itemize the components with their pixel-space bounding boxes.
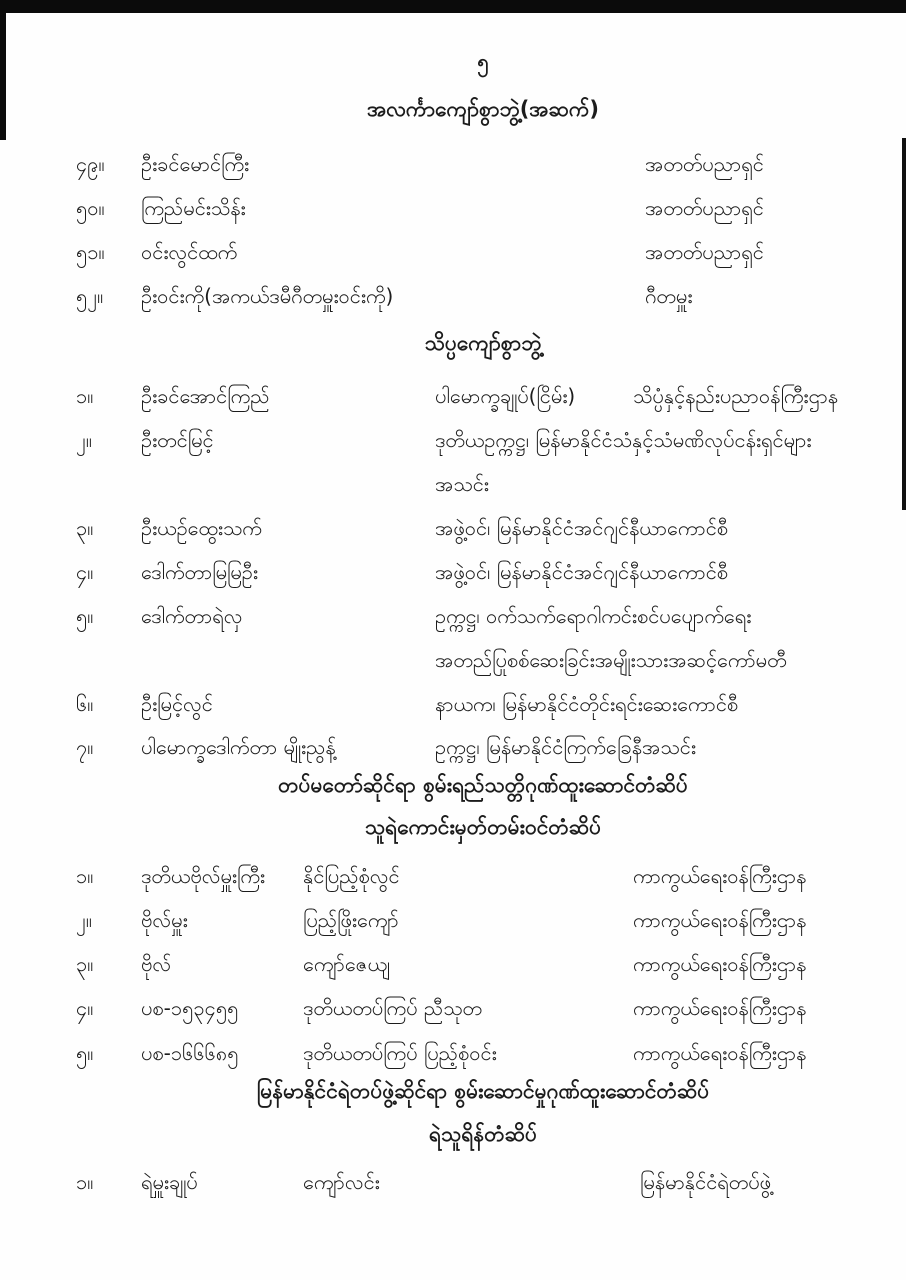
item-position: ဥက္ကဋ္ဌ၊ မြန်မာနိုင်ငံကြက်ခြေနီအသင်း — [435, 735, 696, 759]
item-number: ၁။ — [76, 384, 94, 408]
item-title: အတတ်ပညာရှင် — [645, 240, 764, 264]
item-number: ၆။ — [76, 692, 94, 716]
item-name: ဦးယဉ်ထွေးသက် — [141, 516, 262, 540]
table-row — [0, 731, 906, 771]
item-position: ဥက္ကဋ္ဌ၊ ဝက်သက်ရောဂါကင်းစင်ပပျောက်ရေး — [435, 604, 752, 628]
item-number: ၂။ — [76, 908, 92, 932]
table-row — [0, 192, 906, 232]
table-row — [0, 236, 906, 276]
item-rank: ဗိုလ် — [141, 952, 172, 976]
item-position-line2: အသင်း — [435, 472, 489, 496]
item-name: ဦးမြင့်လွင် — [141, 692, 213, 716]
item-position: အဖွဲ့ဝင်၊ မြန်မာနိုင်ငံအင်ဂျင်နီယာကောင်စီ — [435, 516, 729, 540]
table-row — [0, 1166, 906, 1206]
table-row — [0, 280, 906, 320]
item-org: ကာကွယ်ရေးဝန်ကြီးဌာန — [633, 864, 807, 888]
item-org: ကာကွယ်ရေးဝန်ကြီးဌာန — [633, 996, 807, 1020]
item-name: ပြည့်ဖြိုးကျော် — [303, 908, 399, 932]
table-row — [0, 148, 906, 188]
item-name: ဦးခင်အောင်ကြည် — [141, 384, 270, 408]
item-name: ဒုတိယတပ်ကြပ် ပြည့်စုံဝင်း — [303, 1041, 497, 1065]
table-row — [0, 600, 906, 640]
item-position: ပါမောက္ခချုပ်(ငြိမ်း) — [435, 384, 576, 408]
item-name: နိုင်ပြည့်စုံလွင် — [303, 864, 400, 888]
table-row — [0, 1037, 906, 1077]
item-title: ဂီတမှူး — [645, 284, 693, 308]
item-number: ၅၂။ — [76, 284, 104, 308]
item-name: ဒေါက်တာရဲလှ — [141, 604, 243, 628]
item-number: ၅။ — [76, 1041, 94, 1065]
table-row — [0, 512, 906, 552]
table-row-continuation — [0, 468, 906, 508]
table-row-continuation — [0, 644, 906, 684]
item-rank: ပစ-၁၅၃၄၅၅ — [141, 996, 239, 1020]
item-title: အတတ်ပညာရှင် — [645, 152, 764, 176]
item-position: နာယက၊ မြန်မာနိုင်ငံတိုင်းရင်းဆေးကောင်စီ — [435, 692, 739, 716]
item-number: ၁။ — [76, 1170, 94, 1194]
item-number: ၄။ — [76, 996, 94, 1020]
item-number: ၄၉။ — [76, 152, 105, 176]
item-org: ကာကွယ်ရေးဝန်ကြီးဌာန — [633, 908, 807, 932]
item-number: ၅၁။ — [76, 240, 105, 264]
item-org: မြန်မာနိုင်ငံရဲတပ်ဖွဲ့ — [640, 1170, 772, 1194]
table-row — [0, 992, 906, 1032]
item-number: ၃။ — [76, 516, 94, 540]
item-name: ဦးဝင်းကို(အကယ်ဒမီဂီတမှူးဝင်းကို) — [141, 284, 394, 308]
item-name: ဒေါက်တာမြမြဦး — [141, 560, 258, 584]
table-row — [0, 424, 906, 464]
item-name: ဝင်းလွင်ထက် — [141, 240, 238, 264]
police-heading-sub: ရဲသူရိန်တံဆိပ် — [428, 1122, 537, 1146]
item-rank: ရဲမှူးချုပ် — [141, 1170, 198, 1194]
table-row — [0, 556, 906, 596]
item-rank: ဗိုလ်မှူး — [141, 908, 188, 932]
item-name: ကြည်မင်းသိန်း — [141, 196, 246, 220]
police-heading-main: မြန်မာနိုင်ငံရဲတပ်ဖွဲ့ဆိုင်ရာ စွမ်းဆောင်မှုဂုဏ်ထူးဆောင်တံဆိပ် — [256, 1079, 710, 1103]
table-row — [0, 380, 906, 420]
item-number: ၂။ — [76, 428, 92, 452]
item-name: ကျော်ဇေယျ — [303, 952, 391, 976]
item-number: ၅၀။ — [76, 196, 105, 220]
tatmadaw-heading-main: တပ်မတော်ဆိုင်ရာ စွမ်းရည်သတ္တိဂုဏ်ထူးဆောင်တံဆိပ် — [278, 773, 688, 797]
item-name: ဒုတိယတပ်ကြပ် ညီသုတ — [303, 996, 483, 1020]
item-name: ဦးခင်မောင်ကြီး — [141, 152, 250, 176]
table-row — [0, 688, 906, 728]
scan-edge-left — [0, 0, 6, 140]
item-name: ကျော်လင်း — [303, 1170, 380, 1194]
table-row — [0, 860, 906, 900]
page-number: ၅ — [477, 49, 489, 73]
tatmadaw-heading-sub: သူရဲကောင်းမှတ်တမ်းဝင်တံဆိပ် — [364, 815, 602, 839]
item-number: ၄။ — [76, 560, 94, 584]
item-position: ဒုတိယဥက္ကဋ္ဌ၊ မြန်မာနိုင်ငံသံနှင့်သံမဏိလုပ်ငန်းရှင်များ — [435, 428, 812, 452]
item-number: ၁။ — [76, 864, 94, 888]
item-number: ၅။ — [76, 604, 94, 628]
item-number: ၃။ — [76, 952, 94, 976]
item-position-line2: အတည်ပြုစစ်ဆေးခြင်းအမျိုးသားအဆင့်ကော်မတီ — [435, 648, 787, 672]
item-name: ဦးတင်မြင့် — [141, 428, 214, 452]
item-number: ၇။ — [76, 735, 94, 759]
table-row — [0, 948, 906, 988]
item-title: အတတ်ပညာရှင် — [645, 196, 764, 220]
item-rank: ဒုတိယဗိုလ်မှူးကြီး — [141, 864, 266, 888]
item-rank: ပစ-၁၆၆၆၈၅ — [141, 1041, 239, 1065]
item-org: ကာကွယ်ရေးဝန်ကြီးဌာန — [633, 1041, 807, 1065]
scan-edge-top — [0, 0, 906, 13]
theippa-heading: သိပ္ပကျော်စွာဘွဲ့ — [424, 331, 542, 355]
table-row — [0, 904, 906, 944]
item-position: အဖွဲ့ဝင်၊ မြန်မာနိုင်ငံအင်ဂျင်နီယာကောင်စီ — [435, 560, 729, 584]
item-name: ပါမောက္ခဒေါက်တာ မျိုးညွန့် — [141, 735, 336, 759]
item-org: သိပ္ပံနှင့်နည်းပညာဝန်ကြီးဌာန — [633, 384, 839, 408]
alankar-heading: အလင်္ကာကျော်စွာဘွဲ့(အဆက်) — [366, 97, 600, 121]
item-org: ကာကွယ်ရေးဝန်ကြီးဌာန — [633, 952, 807, 976]
